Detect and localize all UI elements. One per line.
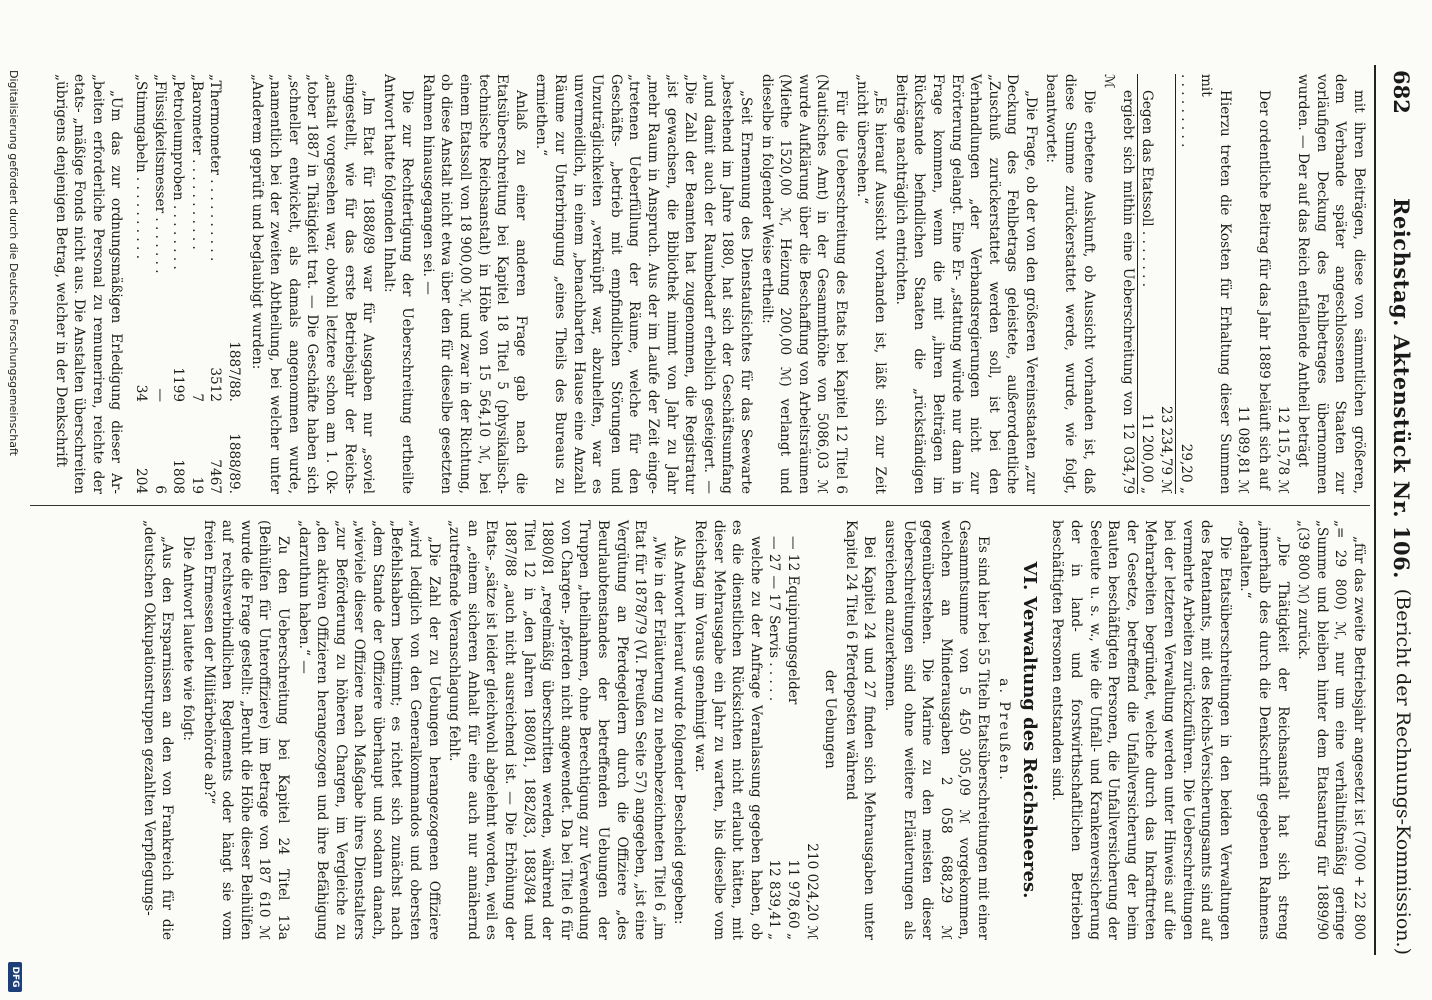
quoted-paragraph: „Seit Ernennung des Dienstaufsichtes für das Seewarte „bestehend im Jahre 1880, hat sich der Geschäftsumfang „und damit auch der Raumbedarf erheblich gesteigert. — „Die Zahl der Beamten hat zugenommen, die Registratur „ist gewachsen, die Bibliothek nimmt von Jahr zu Jahr „mehr Raum in Anspruch. Aus der im Laufe der Zeit einge- „tretenen Ueberfüllung der Räume, welche für den Geschäfts- „betrieb mit empfindlichen Störungen und Unzuträglichkeiten „verknüpft war, abzuhelfen, war es unvermeidlich, in einem „benachbarten Hause eine Anzahl Räume zur Unterbringung „eines Theils des Bureaus zu ermiethen.“: [533, 74, 754, 494]
quoted-paragraph: „Die Thätigkeit der Reichsanstalt hat sich streng „innerhalb des durch die Denkschrift gegebenen Rahmens „gehalten.“: [1237, 520, 1291, 940]
paragraph: Für die Ueberschreitung des Etats bei Kapitel 12 Titel 6 (Nautisches Amt) in der Gesammthöhe von 5086,03 ℳ wurde Aufklärung über die Beschaffung von Arbeitsräumen (Miethe 1520,00 ℳ, Heizung 200,00 ℳ) verlangt und dieselbe in folgender Weise ertheilt:: [758, 74, 849, 494]
quoted-paragraph: „Im Etat für 1888/89 war für Ausgaben nur „soviel eingestellt, wie für das erste Betriebsjahr der Reichs- „anstalt vorgesehen war, obwohl letztere schon am 1. Ok- „tober 1887 in Thätigkeit trat. — Die Geschäfte haben sich „schneller entwickelt, als damals angenommen wurde, „namentlich bei der zweiten Abtheilung, bei welcher unter „Anderem geprüft und beglaubigt wurden:: [248, 74, 377, 494]
quoted-paragraph: „Aus den Ersparnissen an den von Frankreich für die „deutschen Okkupationstruppen gezahlten Verpflegungs-: [140, 520, 176, 940]
amount: 11 978,60 „: [784, 859, 801, 940]
quoted-paragraph: „für das zweite Betriebsjahr angesetzt ist (7000 + 22 800 „= 29 800) ℳ, nur um eine verhältnißmäßig geringe „Summe und bleiben hinter dem Etatsantrag für 1889/90 „(39 800 ℳ) zurück.: [1295, 520, 1367, 940]
paragraph: welche zu der Anfrage Veranlassung gegeben haben, ob es die dienstlichen Rücksichten nicht erlaubt hätten, mit dieser Mehrausgabe ein Jahr zu warten, bis dieselbe vom Reichstag im Voraus genehmigt war.: [692, 520, 764, 940]
table-row: [150, 74, 169, 494]
paragraph: Die erbetene Auskunft, ob Aussicht vorhanden ist, daß diese Summe zurückerstattet werde, wurde, wie folgt, beantwortet:: [1043, 74, 1097, 494]
amount: 12 115,78 ℳ: [1274, 405, 1291, 494]
digitization-note: Digitalisierung gefördert durch die Deutsche Forschungsgemeinschaft: [7, 70, 20, 456]
left-column: [49, 74, 1368, 494]
column-separator: [30, 505, 1370, 506]
table-header: [224, 74, 243, 494]
section-heading: VI. Verwaltung des Reichsheeres.: [1018, 561, 1040, 899]
leader-dots: . . . . . . . . .: [1177, 74, 1194, 148]
cell: 34: [133, 384, 149, 402]
sum-amount: 23 234,79 ℳ: [1158, 405, 1175, 494]
row-label: „Stimmgabeln . . . . . . . . . .: [133, 74, 149, 260]
amount-caption: der Uebungen: [822, 670, 839, 769]
row-label: „Barometer . . . . . . . . . . .: [188, 74, 205, 250]
amount-label: — 27 — 17 Servis . . . . .: [766, 536, 783, 702]
cell: 7467: [207, 459, 224, 494]
dfg-logo: DFG: [8, 962, 22, 992]
inspection-table: [131, 74, 243, 494]
right-column: [137, 520, 1368, 940]
cell: 1199: [170, 367, 187, 402]
sum-label: Gegen das Etatssoll . . . . . . .: [1139, 90, 1156, 288]
paragraph: Es sind hier bei 55 Titeln Etatsüberschreitungen mit einer Gesammtsumme von 5 450 305,09 ℳ vorgekommen, welchen an Minderausgaben 2 058 688,29 ℳ gegenüberstehen. Die Marine zu den meisten dieser Ueberschreitungen sind ohne weitere Erläuterungen als ausreichend anzuerkennen.: [881, 520, 991, 940]
paragraph: Der ordentliche Beitrag für das Jahr 1889 beläuft sich auf: [1256, 90, 1273, 490]
cell: 7: [188, 393, 205, 402]
cell: 6: [151, 485, 168, 494]
sum-row: [1156, 74, 1175, 494]
quoted-paragraph: „Die Zahl der zu Uebungen herangezogenen Offiziere „wird lediglich von den Generalkommandos und obersten „Befehlshabern bestimmt; es richtet sich zunächst nach „dem Stande der Offiziere überhaupt und sodann danach, „wieviele dieser Offiziere nach Maßgabe ihres Dienstalters „zur Beförderung zu höheren Chargen, im Vergleiche zu „den aktiven Offizieren herangezogen und ihre Befähigung „darzuthun haben.“ —: [295, 520, 442, 940]
paragraph: Als Antwort hierauf wurde folgender Bescheid gegeben:: [671, 536, 688, 925]
page-header: [1378, 70, 1422, 955]
quoted-paragraph: „Um das zur ordnungsmäßigen Erledigung dieser Ar- „beiten erforderliche Personal zu remuneriren, reichte der etats- „mäßige Fonds nicht aus. Die Anstalten überschreiten „übrigens denjenigen Betrag, welcher in der Denkschrift: [52, 74, 125, 494]
amount-row: [1175, 74, 1195, 494]
paragraph: ergiebt sich mithin eine Ueberschreitung von 12 034,79 ℳ: [1101, 74, 1136, 494]
amount: 12 839,41 „: [766, 859, 783, 940]
header-rule: [1374, 65, 1376, 955]
amount-row: [802, 520, 821, 940]
running-title: Reichstag. Aktenstück Nr. 106.: [1389, 198, 1414, 579]
row-label: „Flüssigkeitsmesser . . . . . . .: [151, 74, 168, 274]
row-label: „Thermometer . . . . . . . . . .: [207, 74, 224, 262]
sum-amount: 11 200,00 „: [1139, 413, 1156, 494]
paragraph: Bei Kapitel 24 und 27 finden sich Mehrausgaben unter Kapitel 24 Titel 6 Pferdeposten während: [842, 520, 878, 940]
paragraph: mit ihren Beiträgen, diese von sämmtlichen größeren, dem Verbande später angeschlossenen Staaten zur vorläufigen Deckung des Fehlbetrages übernommen wurden. — Der auf das Reich entfallende Antheil beträgt: [1295, 74, 1367, 494]
table-row: [187, 74, 206, 494]
amount-label: — 12 Equipirungsgelder: [784, 536, 801, 705]
amount: 29,20 „: [1177, 443, 1194, 494]
running-subtitle: (Bericht der Rechnungs-Kommission.): [1392, 588, 1414, 955]
paragraph: Die Etatsüberschreitungen in den beiden Verwaltungen des Patentamts, mit des Reichs-Versicherungsamts sind auf vermehrte Arbeiten zurückzuführen. Die Ueberschreitungen bei der letzteren Verwaltung werden unter Hinweis auf die Mehrarbeiten begründet, welche durch das Inkrafttreten der Gesetze, betreffend die Unfallversicherung der beim Bauten beschäftigten Personen, die Unfallversicherung der Seeleute u. s. w., wie die Unfall- und Krankenversicherung der in land- und forstwirthschaftlichen Betrieben beschäftigten Personen entstanden sind.: [1049, 520, 1233, 940]
table-row: [169, 74, 188, 494]
amount: 11 089,81 ℳ: [1235, 405, 1252, 494]
cell: 1808: [170, 459, 187, 494]
cell: 204: [133, 468, 149, 494]
amount-row: [1273, 74, 1292, 494]
sum-row: [1137, 74, 1157, 494]
column-header: 1887/88.: [225, 341, 242, 402]
subsection-heading: a. Preußen.: [995, 678, 1012, 782]
paragraph: Zu den Ueberschreitung bei Kapitel 24 Titel 13a (Beihülfen für Unteroffiziere) im Betrage von 187 610 ℳ wurde die Frage gestellt: „Beruht die Höhe dieser Beihülfen auf rechtsverbindlichen Reglements oder hängt sie vom freien Ermessen der Militärbehörde ab?“: [200, 520, 291, 940]
column-header: 1888/89.: [225, 433, 242, 494]
cell: —: [151, 388, 168, 402]
table-row: [131, 74, 150, 494]
quoted-paragraph: „Wie in der Erläuterung zu nebenbezeichneten Titel 6 „im Etat für 1878/79 (VI. Preußen Seite 57) angegeben, „ist eine Vergütung an Pferdegeldern durch die Offiziere „des Beurlaubtenstandes der betreffenden Uebungen der Truppen „theilnahmen, ohne Berechtigung zur Verwendung von Chargen- „pferden nicht angewendet. Da bei Titel 6 für 1880/81 „regelmäßig überschritten werden, während der Titel 12 in „den Jahren 1880/81, 1882/83, 1883/84 und 1887/88 „auch nicht ausreichend ist. — Die Erhöhung der Etats- „sätze ist leider gleichwohl abgelehnt worden, weil es an „einem sicheren Anhalt für eine auch nur annähernd „zutreffende Veranschlagung fehlt.: [446, 520, 667, 940]
row-label: „Petroleumproben . . . . . . . .: [170, 74, 187, 270]
paragraph: Die zur Rechtfertigung der Ueberschreitung ertheilte Antwort hatte folgenden Inhalt:: [380, 74, 416, 494]
amount-row: [765, 520, 784, 940]
amount-row: [783, 520, 802, 940]
quoted-paragraph: „Es hierauf Aussicht vorhanden ist, läßt sich zur Zeit „nicht übersehen.“: [853, 74, 889, 494]
paragraph: Anlaß zu einer anderen Frage gab nach die Etatsüberschreitung bei Kapitel 18 Titel 5 (physikalisch-technische Reichsanstalt) in Höhe von 15 564,10 ℳ, bei einem Etatssoll von 18 900,00 ℳ, und zwar in der Richtung, ob diese Anstalt nicht etwa über den für dieselbe gesetzten Rahmen hinausgegangen sei. —: [419, 74, 529, 494]
amount: 210 024,20 ℳ: [803, 843, 820, 940]
amount-row: [1234, 74, 1253, 494]
paragraph: Hierzu treten die Kosten für Erhaltung dieser Summen mit: [1198, 74, 1233, 494]
paragraph: Die Antwort lautete wie folgt:: [179, 536, 196, 741]
table-row: [206, 74, 225, 494]
cell: 3512: [207, 367, 224, 402]
quoted-paragraph: „Die Frage, ob der von den größeren Vereinsstaaten „zur Deckung des Fehlbetrags geleistete, außerordentliche „Zuschuß zurückerstattet werden soll, ist bei den Verhandlungen „der Verbandsregierungen nicht zur Erörterung gelangt. Eine Er- „stattung würde nur dann in Frage kommen, wenn die mit „ihren Beiträgen im Rückstande befindlichen Staaten die „rückständigen Beiträge nachträglich entrichten.: [892, 74, 1039, 494]
cell: 19: [188, 476, 205, 494]
page-number: 682: [1389, 70, 1414, 114]
